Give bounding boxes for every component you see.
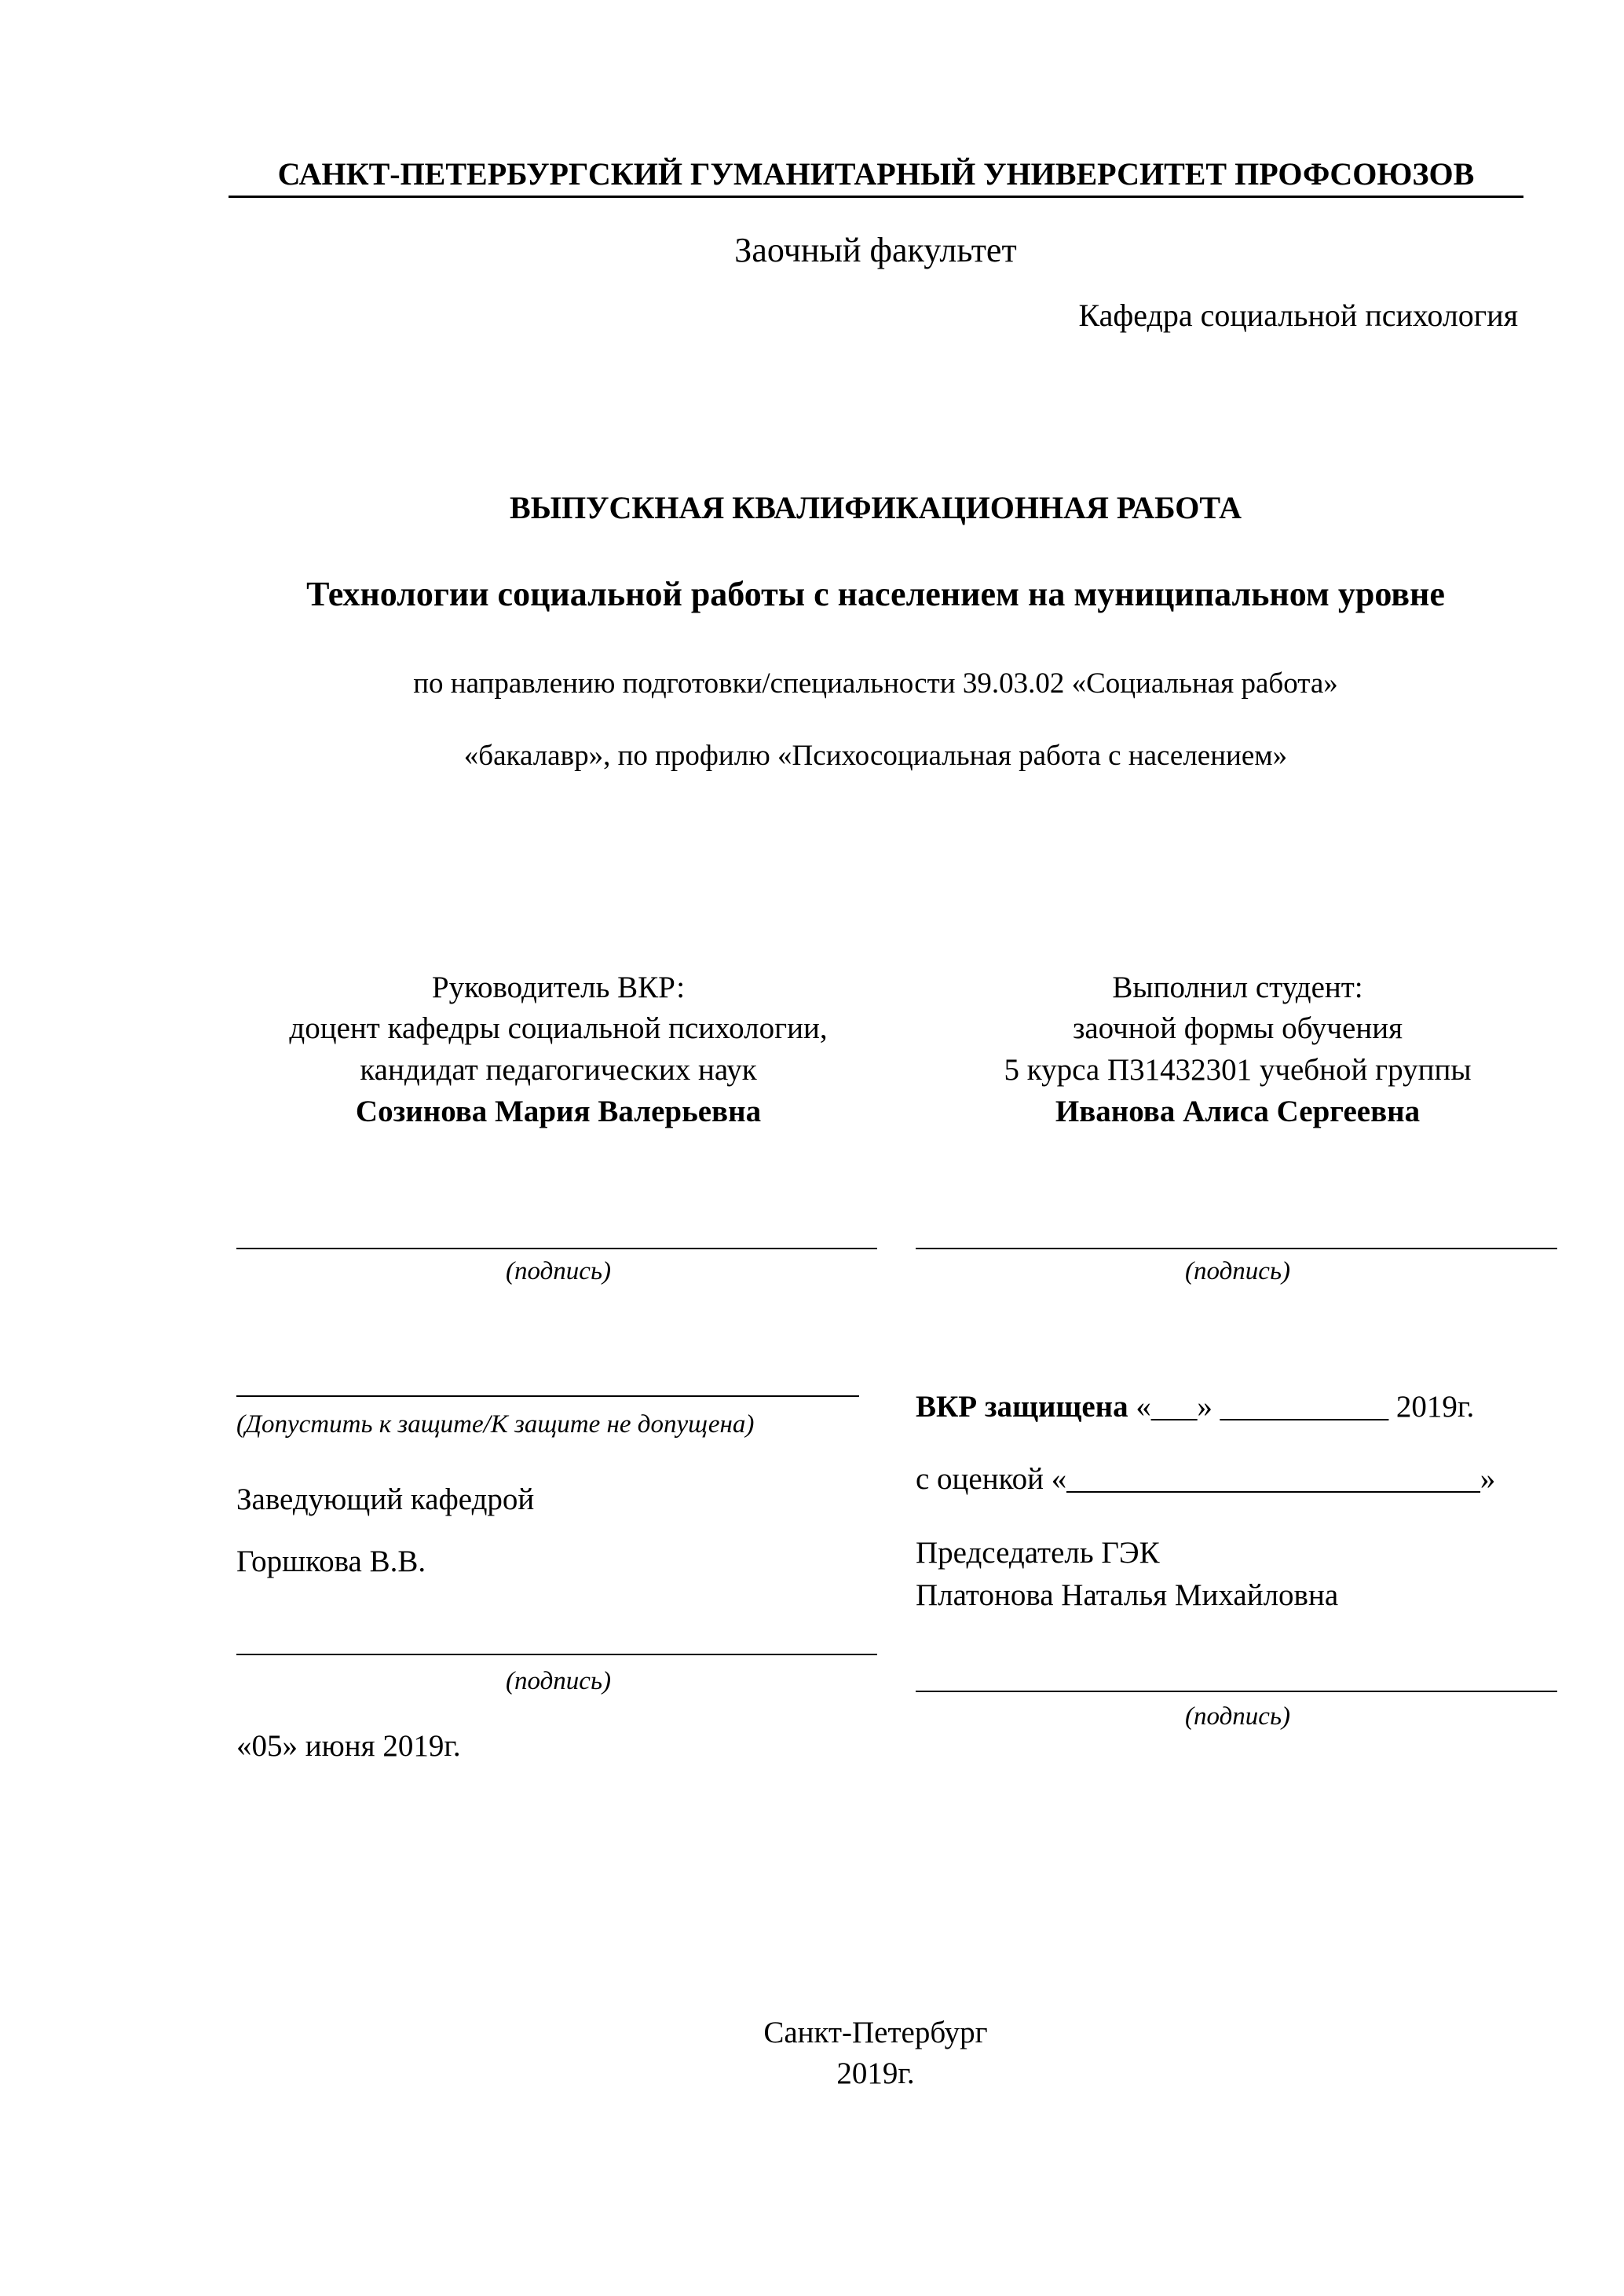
defended-date: «___» ___________ 2019г. [1136, 1390, 1475, 1424]
head-name: Горшкова В.В. [236, 1545, 426, 1578]
admission-date: «05» июня 2019г. [236, 1729, 461, 1763]
defended-label: ВКР защищена [916, 1390, 1128, 1424]
header-divider [229, 196, 1523, 198]
head-label: Заведующий кафедрой [236, 1483, 535, 1516]
head-signature-line[interactable] [236, 1654, 877, 1655]
footer-year: 2019г. [836, 2057, 915, 2090]
chair-signature-label: (подпись) [1185, 1702, 1290, 1731]
student-group: 5 курса П31432301 учебной группы [1004, 1053, 1472, 1087]
department: Кафедра социальной психология [1078, 298, 1518, 333]
university-name: САНКТ-ПЕТЕРБУРГСКИЙ ГУМАНИТАРНЫЙ УНИВЕРСИТЕТ ПРОФСОЮЗОВ [277, 156, 1475, 192]
supervisor-position: доцент кафедры социальной психологии, [289, 1011, 828, 1045]
supervisor-label: Руководитель ВКР: [431, 971, 686, 1004]
work-type: ВЫПУСКНАЯ КВАЛИФИКАЦИОННАЯ РАБОТА [510, 490, 1242, 525]
defended-line [916, 1391, 1474, 1422]
supervisor-signature-label: (подпись) [506, 1257, 611, 1285]
admission-line[interactable] [236, 1395, 859, 1397]
admission-note: (Допустить к защите/К защите не допущена) [236, 1410, 755, 1439]
student-signature-label: (подпись) [1185, 1257, 1290, 1285]
profile: «бакалавр», по профилю «Психосоциальная работа с населением» [463, 740, 1288, 772]
head-signature-label: (подпись) [506, 1667, 611, 1695]
chair-label: Председатель ГЭК [916, 1536, 1160, 1570]
student-signature-line[interactable] [916, 1248, 1557, 1249]
direction: по направлению подготовки/специальности 39.03.02 «Социальная работа» [413, 667, 1338, 700]
faculty: Заочный факультет [734, 231, 1017, 269]
chair-signature-line[interactable] [916, 1691, 1557, 1692]
supervisor-degree: кандидат педагогических наук [360, 1053, 757, 1087]
grade-line: с оценкой «___________________________» [916, 1462, 1496, 1496]
student-form: заочной формы обучения [1072, 1011, 1403, 1045]
supervisor-signature-line[interactable] [236, 1248, 877, 1249]
student-name: Иванова Алиса Сергеевна [1055, 1095, 1421, 1128]
supervisor-name: Созинова Мария Валерьевна [355, 1095, 762, 1128]
chair-name: Платонова Наталья Михайловна [916, 1578, 1339, 1612]
footer-city: Санкт-Петербург [763, 2016, 988, 2049]
work-topic: Технологии социальной работы с населением на муниципальном уровне [306, 575, 1445, 613]
student-label: Выполнил студент: [1112, 971, 1363, 1004]
